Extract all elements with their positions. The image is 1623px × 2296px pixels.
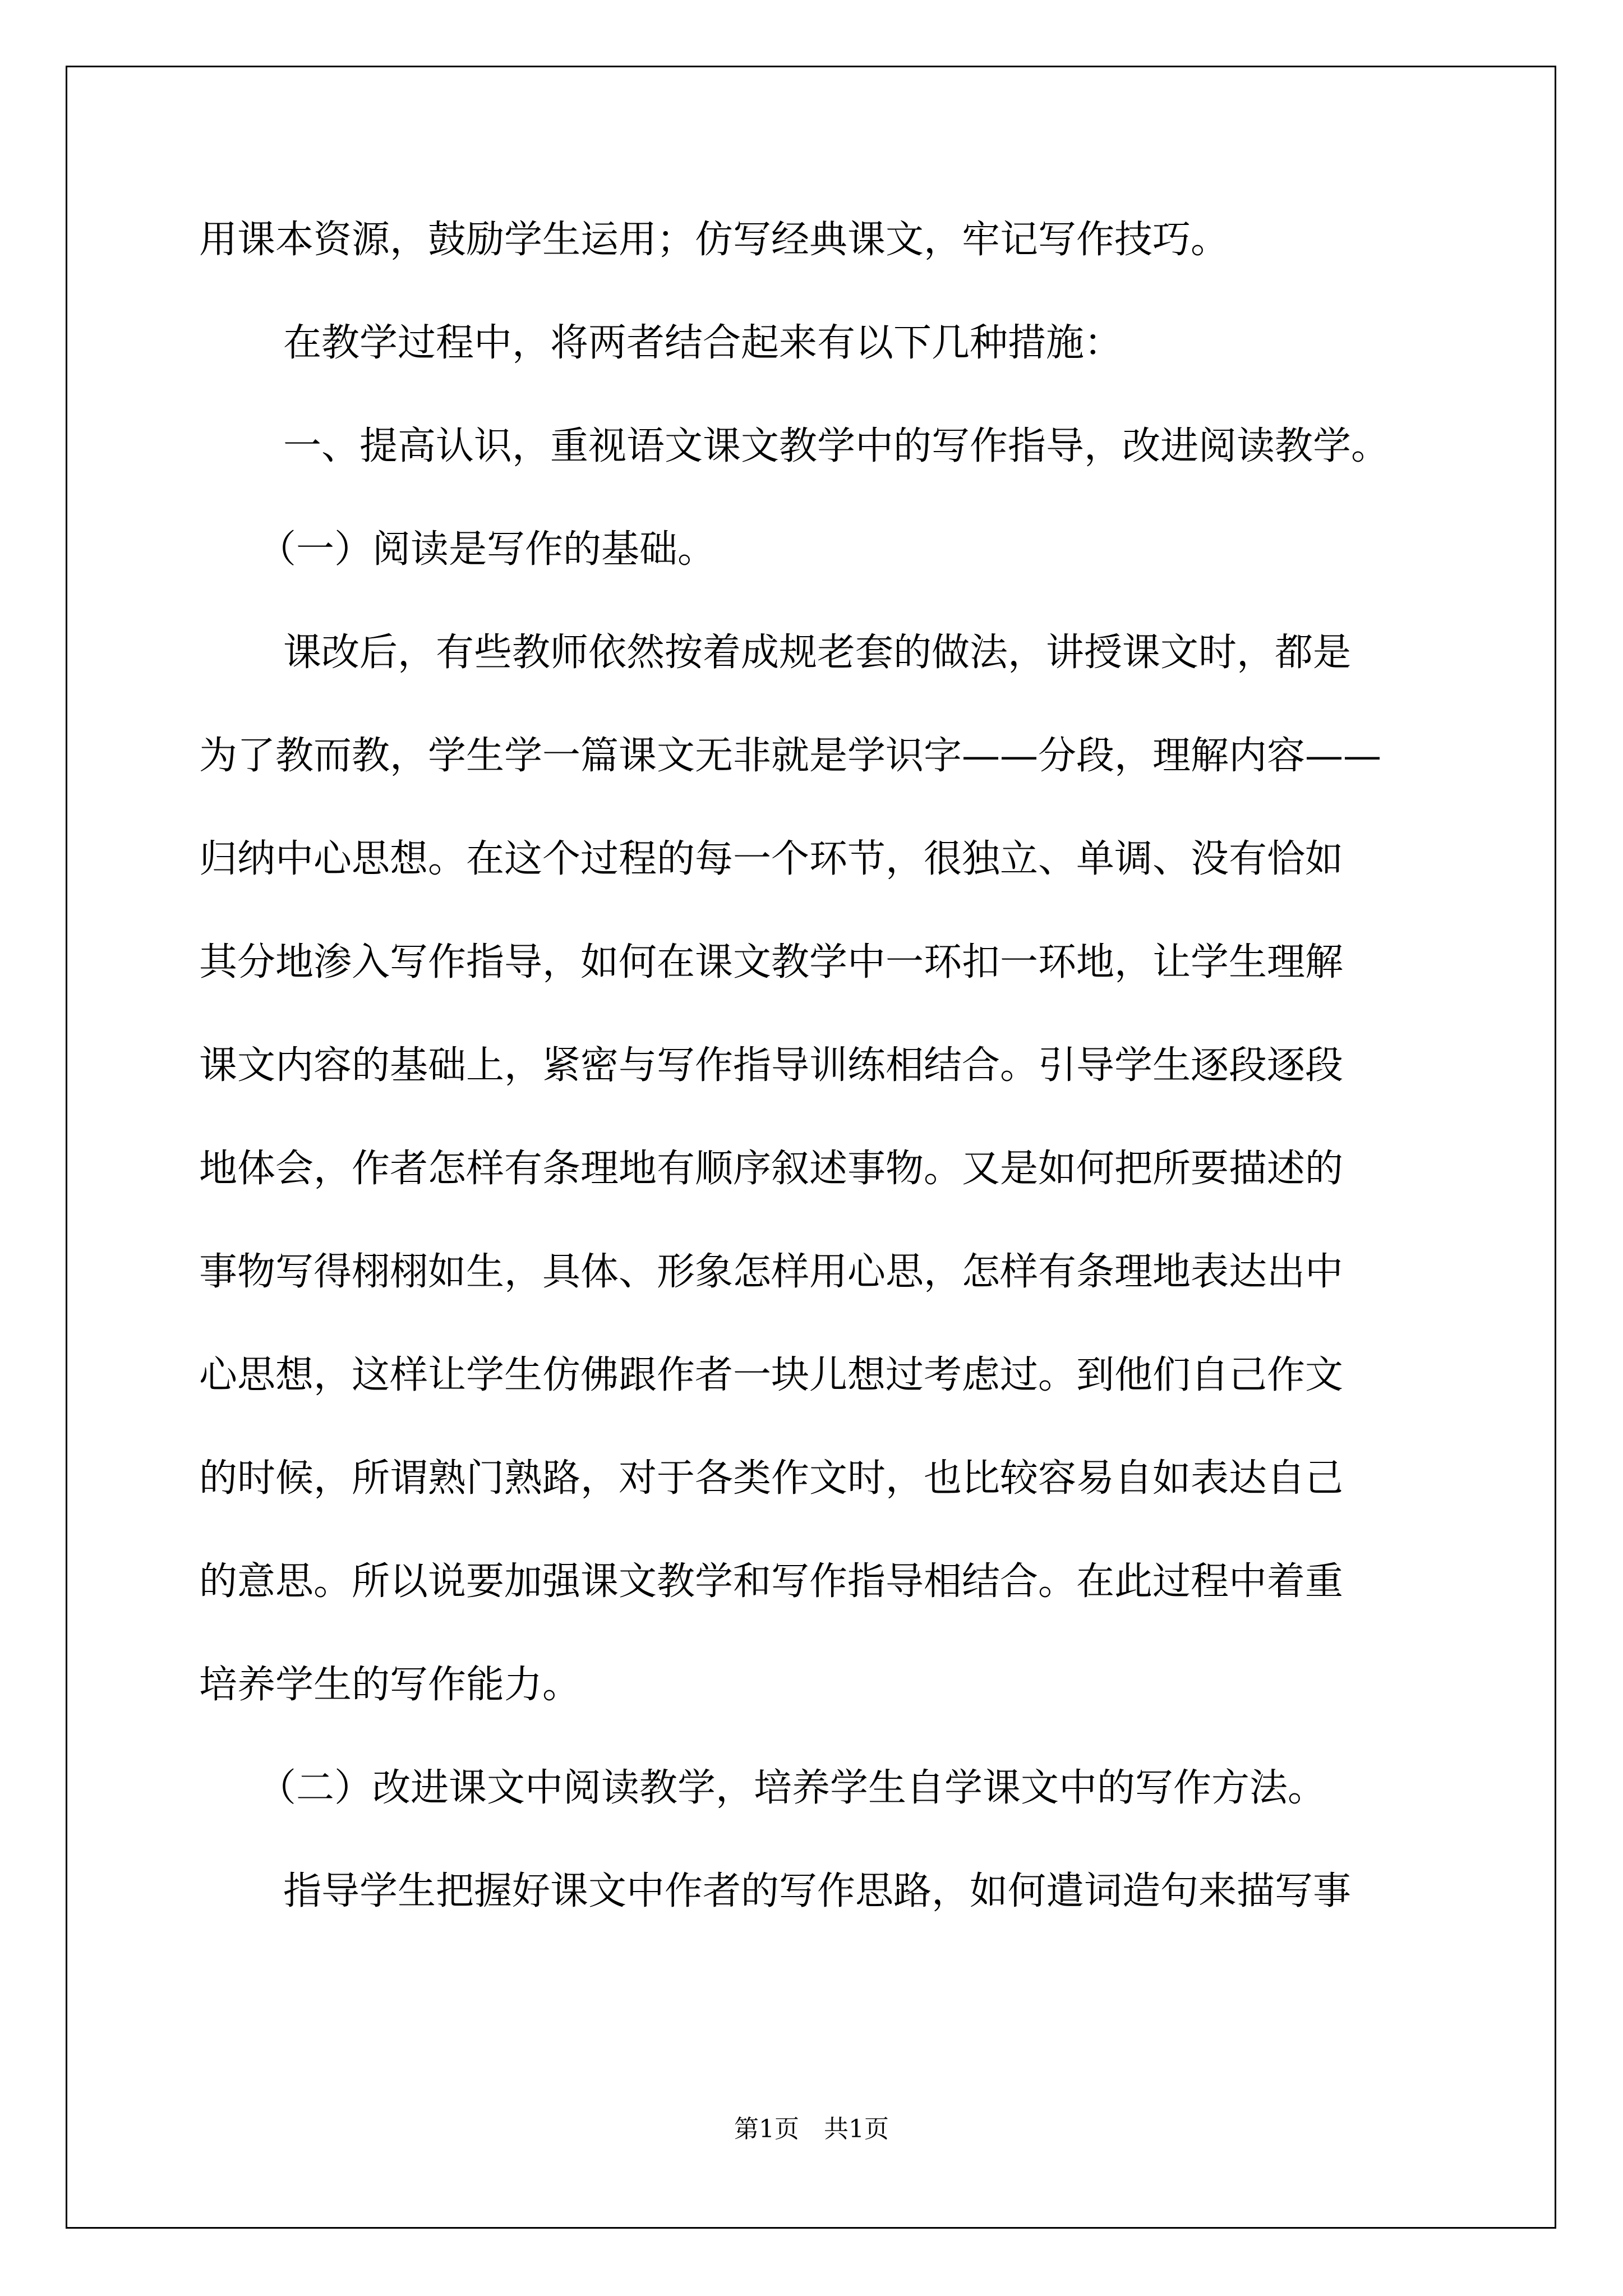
paragraph-line: 地体会，作者怎样有条理地有顺序叙述事物。又是如何把所要描述的: [199, 1147, 1344, 1191]
paragraph-line: 的时候，所谓熟门熟路，对于各类作文时，也比较容易自如表达自己: [199, 1456, 1344, 1501]
paragraph-line: 的意思。所以说要加强课文教学和写作指导相结合。在此过程中着重: [199, 1559, 1344, 1604]
paragraph-line: 在教学过程中，将两者结合起来有以下几种措施：: [283, 321, 1123, 365]
subsection-heading: （一）阅读是写作的基础。: [258, 527, 716, 572]
page-footer: 第1页 共1页: [734, 2115, 889, 2143]
paragraph-line: 用课本资源，鼓励学生运用；仿写经典课文，牢记写作技巧。: [199, 218, 1229, 262]
paragraph-line: 指导学生把握好课文中作者的写作思路，如何遣词造句来描写事: [283, 1869, 1352, 1913]
paragraph-line: 归纳中心思想。在这个过程的每一个环节，很独立、单调、没有恰如: [199, 837, 1344, 881]
paragraph-line: 培养学生的写作能力。: [199, 1663, 581, 1707]
subsection-heading: （二）改进课文中阅读教学，培养学生自学课文中的写作方法。: [258, 1766, 1326, 1810]
paragraph-line: 其分地渗入写作指导，如何在课文教学中一环扣一环地，让学生理解: [199, 940, 1344, 984]
paragraph-line: 课改后，有些教师依然按着成规老套的做法，讲授课文时，都是: [283, 631, 1352, 675]
paragraph-line: 为了教而教，学生学一篇课文无非就是学识字——分段，理解内容——: [199, 734, 1382, 778]
section-heading: 一、提高认识，重视语文课文教学中的写作指导，改进阅读教学。: [283, 424, 1390, 468]
paragraph-line: 课文内容的基础上，紧密与写作指导训练相结合。引导学生逐段逐段: [199, 1043, 1344, 1088]
paragraph-line: 心思想，这样让学生仿佛跟作者一块儿想过考虑过。到他们自己作文: [199, 1353, 1344, 1397]
paragraph-line: 事物写得栩栩如生，具体、形象怎样用心思，怎样有条理地表达出中: [199, 1250, 1344, 1294]
